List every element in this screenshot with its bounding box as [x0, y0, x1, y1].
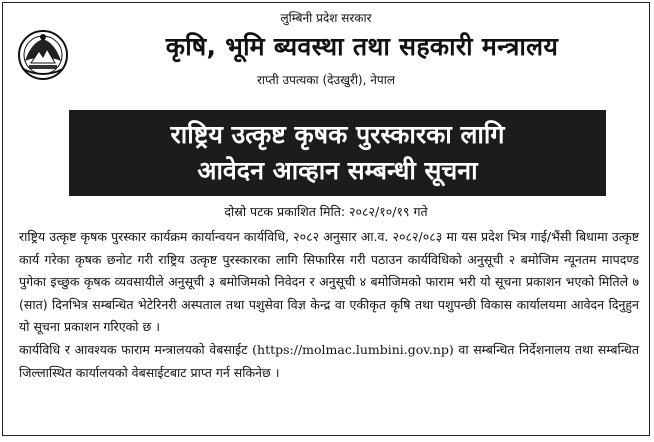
- ministry-name: कृषि, भूमि ब्यवस्था तथा सहकारी मन्त्रालय: [165, 32, 559, 61]
- ministry-website-link[interactable]: (https://molmac.lumbini.gov.np): [252, 341, 454, 357]
- notice-header: [3, 3, 649, 95]
- publication-date: दोस्रो पटक प्रकाशित मिति: २०८२/१०/१९ गते: [224, 204, 428, 219]
- government-name: लुम्बिनी प्रदेश सरकार: [280, 11, 372, 25]
- ministry-address: राप्ती उपत्यका (देउखुरी), नेपाल: [257, 73, 395, 87]
- notice-paragraph-1: राष्ट्रिय उत्कृष्ट कृषक पुरस्कार कार्यक्रम कार्यान्वयन कार्यविधि, २०८२ अनुसार आ.व. २०८२/०८३ मा यस प्रदेश भित्र गाई/भैंसी बिधामा उत्कृष्ट कार्य गरेका कृषक छनोट गरी राष्ट्रिय उत्कृष्ट पुरस्कारका लागि सिफारिस गरी पठाउन कार्यविधिको अनुसूची २ बमोजिम न्यूनतम मापदण्ड पुगेका इच्छुक कृषक व्यवसायीले अनुसूची ३ बमोजिमको निवेदन र अनुसूची ४ बमोजिमको फाराम भरी यो सूचना प्रकाशन भएको मितिले ७ (सात) दिनभित्र सम्बन्धित भेटेरिनरी अस्पताल तथा पशुसेवा विज्ञ केन्द्र वा एकीकृत कृषि तथा पशुपन्छी विकास कार्यालयमा आवेदन दिनुहुन यो सूचना प्रकाशन गरिएको छ ।: [19, 229, 639, 335]
- notice-paragraph-2: [19, 339, 639, 384]
- notice-title-line-1: राष्ट्रिय उत्कृष्ट कृषक पुरस्कारका लागि: [170, 120, 505, 149]
- notice-title-line-2: आवेदन आव्हान सम्बन्धी सूचना: [197, 156, 478, 185]
- notice-body: [19, 226, 639, 384]
- notice-page: [2, 2, 650, 436]
- paragraph-2-text-start: कार्यविधि र आवश्यक फाराम मन्त्रालयको वेबसाईट: [19, 341, 253, 357]
- paragraph-2-text-end: वा सम्बन्धित निर्देशनालय तथा सम्बन्धित जिल्लास्थित कार्यालयको वेबसाईटबाट प्राप्त गर्न सकिनेछ ।: [19, 341, 639, 380]
- notice-title-banner: [69, 110, 606, 196]
